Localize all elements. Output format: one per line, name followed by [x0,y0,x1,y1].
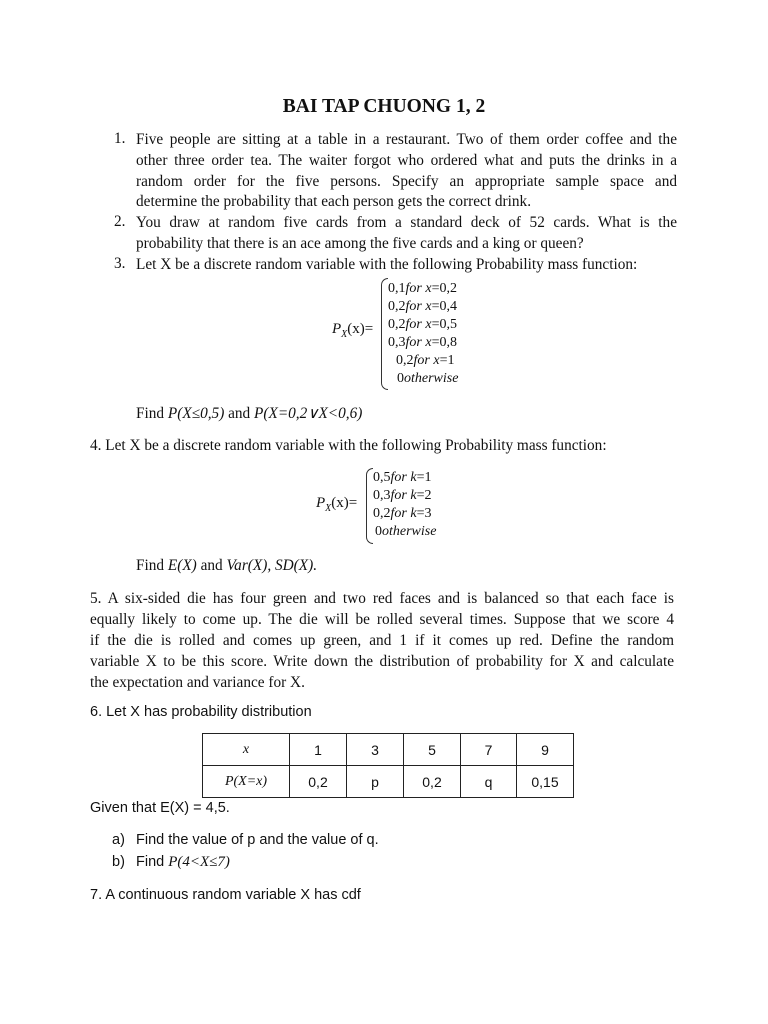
q5-text [90,588,674,693]
q3-case-row: 0,2for x=0,5 [388,317,457,332]
q2-line: probability that there is an ace among the five cards and a king or queen? [136,234,584,252]
q6-text: 6. Let X has probability distribution [90,704,312,720]
q6-a-label: a) [112,832,125,848]
table-cell: q [461,766,517,798]
q4-case-row: 0otherwise [375,524,437,539]
table-row [203,734,574,766]
q3-text: Let X be a discrete random variable with the following Probability mass function: [136,256,638,273]
q6-b-text: Find P(4<X≤7) [136,854,230,870]
table-cell: 5 [404,734,461,766]
table-cell: 0,2 [290,766,347,798]
table-cell: 9 [517,734,574,766]
q1-line: other three order tea. The waiter forgot who ordered what and puts the drinks in a [136,151,677,169]
q6-a-text: Find the value of p and the value of q. [136,832,379,848]
table-cell: 0,2 [404,766,461,798]
q3-find: Find P(X≤0,5) and P(X=0,2∨X<0,6) [136,405,363,422]
q4-case-row: 0,2for k=3 [373,506,432,521]
q1-line: Five people are sitting at a table in a restaurant. Two of them order coffee and the [136,131,677,148]
q1-number: 1. [114,130,126,147]
q3-case-row: 0,2for x=0,4 [388,299,457,314]
q1-line: determine the probability that each person gets the correct drink. [136,193,532,211]
table-cell: p [347,766,404,798]
q2-line: You draw at random five cards from a standard deck of 52 cards. What is the [136,214,677,231]
table-cell: 3 [347,734,404,766]
table-cell: 1 [290,734,347,766]
q4-brace [366,468,373,544]
q4-pmf-lhs: $P_X(x)=$ [316,495,358,514]
q4-case-row: 0,5for k=1 [373,470,432,485]
table-cell: P(X=x) [203,766,290,798]
page-title: BAI TAP CHUONG 1, 2 [282,96,486,117]
table-cell: x [203,734,290,766]
q5-line: variable X to be this score. Write down the distribution of probability for X and calculate [90,653,674,670]
q4-text: 4. Let X be a discrete random variable with the following Probability mass function: [90,437,607,454]
q3-number: 3. [114,255,126,272]
q7-text: 7. A continuous random variable X has cdf [90,887,361,903]
q5-line: 5. A six-sided die has four green and two red faces and is balanced so that each face is [90,590,674,607]
q6-b-label: b) [112,854,125,870]
q1-line: random order for the five persons. Specify an appropriate sample space and [136,172,677,190]
q4-find: Find E(X) and Var(X), SD(X). [136,557,318,574]
table-row [203,766,574,798]
q3-case-row: 0,1for x=0,2 [388,281,457,296]
table-cell: 7 [461,734,517,766]
q5-line: equally likely to come up. The die will be rolled several times. Suppose that we score 4 [90,611,674,628]
q3-case-row: 0,2for x=1 [396,353,455,368]
q3-case-row: 0,3for x=0,8 [388,335,457,350]
q3-pmf-lhs: $P_X(x)=$ [332,321,374,340]
q4-case-row: 0,3for k=2 [373,488,432,503]
q1-text [136,130,677,213]
distribution-table [202,733,574,798]
q3-brace [381,278,388,390]
q6-given: Given that E(X) = 4,5. [90,800,230,816]
q3-case-row: 0otherwise [397,371,459,386]
q5-line: if the die is rolled and comes up green, and 1 if it comes up red. Define the random [90,632,674,649]
table-cell: 0,15 [517,766,574,798]
q2-text [136,213,677,255]
q2-number: 2. [114,213,126,230]
q5-line: the expectation and variance for X. [90,674,305,691]
